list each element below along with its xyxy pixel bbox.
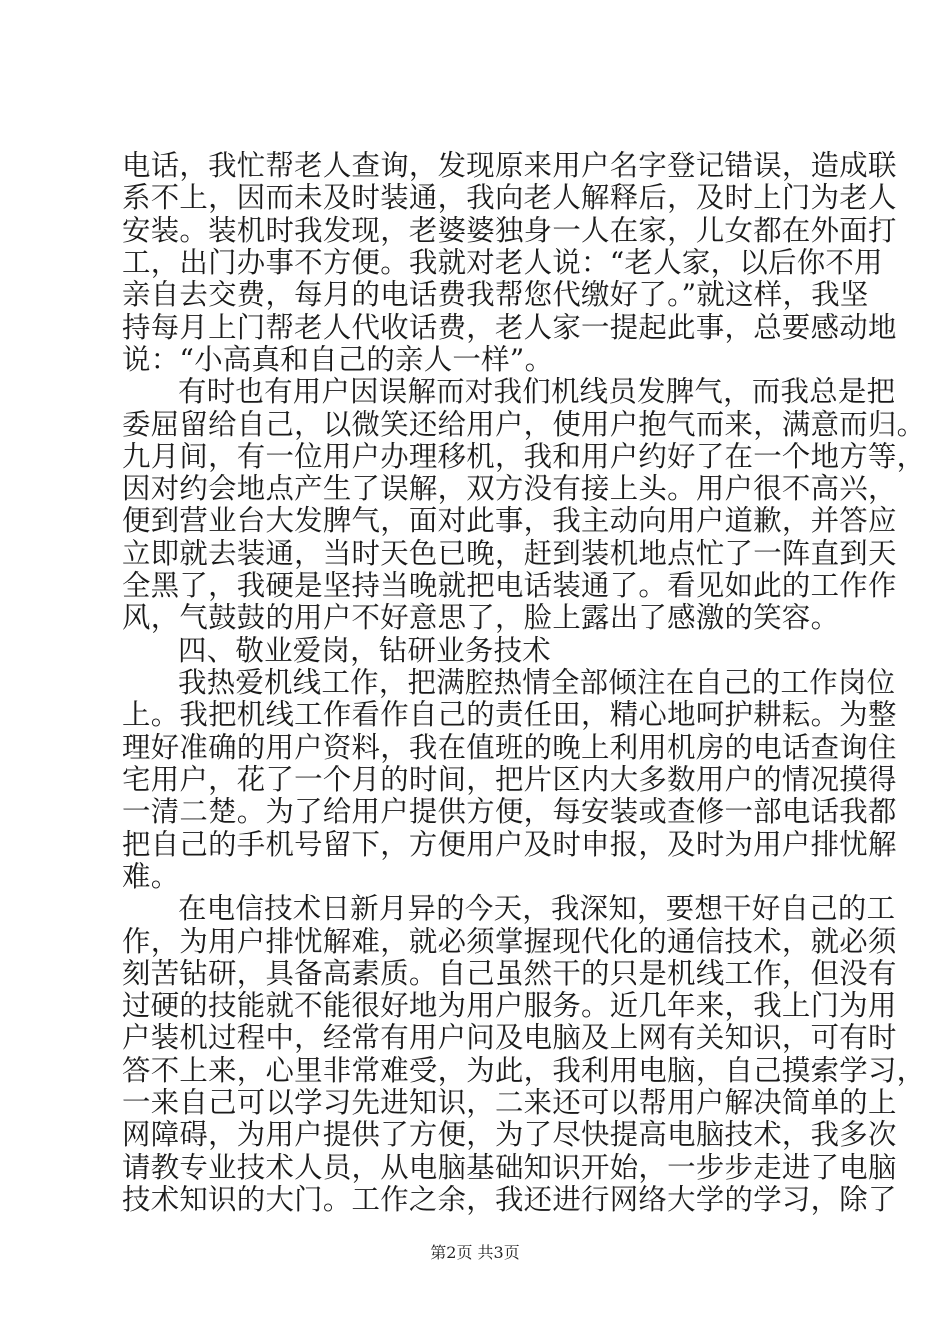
text-line: 作，为用户排忧解难，就必须掌握现代化的通信技术，就必须	[122, 925, 897, 958]
text-line: 请教专业技术人员，从电脑基础知识开始，一步步走进了电脑	[122, 1151, 897, 1184]
text-line: 工，出门办事不方便。我就对老人说：“老人家，以后你不用	[122, 246, 883, 279]
page-footer: 第2页 共3页	[430, 1243, 520, 1262]
text-line: 系不上，因而未及时装通，我向老人解释后，及时上门为老人	[122, 181, 897, 214]
text-line: 亲自去交费，每月的电话费我帮您代缴好了。”就这样，我坚	[122, 278, 869, 311]
text-line: 一来自己可以学习先进知识，二来还可以帮用户解决简单的上	[122, 1086, 897, 1119]
text-line: 委屈留给自己，以微笑还给用户，使用户抱气而来，满意而归。	[122, 408, 926, 441]
text-line: 难。	[122, 860, 180, 893]
text-line: 电话，我忙帮老人查询，发现原来用户名字登记错误，造成联	[122, 149, 897, 182]
text-line: 理好准确的用户资料，我在值班的晚上利用机房的电话查询住	[122, 731, 897, 764]
text-line: 持每月上门帮老人代收话费，老人家一提起此事，总要感动地	[122, 311, 897, 344]
text-line: 把自己的手机号留下，方便用户及时申报，及时为用户排忧解	[122, 828, 897, 861]
text-line: 技术知识的大门。工作之余，我还进行网络大学的学习，除了	[122, 1183, 897, 1216]
text-line: 九月间，有一位用户办理移机，我和用户约好了在一个地方等，	[122, 440, 926, 473]
section-heading: 四、敬业爱岗，钻研业务技术	[178, 634, 551, 667]
text-line: 安装。装机时我发现，老婆婆独身一人在家，儿女都在外面打	[122, 214, 897, 247]
text-line: 户装机过程中，经常有用户问及电脑及上网有关知识，可有时	[122, 1021, 897, 1054]
text-line: 过硬的技能就不能很好地为用户服务。近几年来，我上门为用	[122, 989, 897, 1022]
text-line: 全黑了，我硬是坚持当晚就把电话装通了。看见如此的工作作	[122, 569, 897, 602]
text-line: 网障碍，为用户提供了方便，为了尽快提高电脑技术，我多次	[122, 1118, 897, 1151]
paragraph-start-line: 在电信技术日新月异的今天，我深知，要想干好自己的工	[178, 892, 896, 925]
text-line: 刻苦钻研，具备高素质。自己虽然干的只是机线工作，但没有	[122, 957, 897, 990]
text-line: 宅用户，花了一个月的时间，把片区内大多数用户的情况摸得	[122, 763, 897, 796]
text-line: 因对约会地点产生了误解，双方没有接上头。用户很不高兴，	[122, 472, 897, 505]
text-line: 答不上来，心里非常难受，为此，我利用电脑，自己摸索学习，	[122, 1054, 926, 1087]
text-line: 便到营业台大发脾气，面对此事，我主动向用户道歉，并答应	[122, 504, 897, 537]
text-line: 一清二楚。为了给用户提供方便，每安装或查修一部电话我都	[122, 795, 897, 828]
text-line: 上。我把机线工作看作自己的责任田，精心地呵护耕耘。为整	[122, 698, 897, 731]
paragraph-start-line: 我热爱机线工作，把满腔热情全部倾注在自己的工作岗位	[178, 666, 896, 699]
text-line: 风，气鼓鼓的用户不好意思了，脸上露出了感激的笑容。	[122, 601, 840, 634]
text-line: 说：“小高真和自己的亲人一样”。	[122, 343, 554, 376]
paragraph-start-line: 有时也有用户因误解而对我们机线员发脾气，而我总是把	[178, 375, 896, 408]
text-line: 立即就去装通，当时天色已晚，赶到装机地点忙了一阵直到天	[122, 537, 897, 570]
